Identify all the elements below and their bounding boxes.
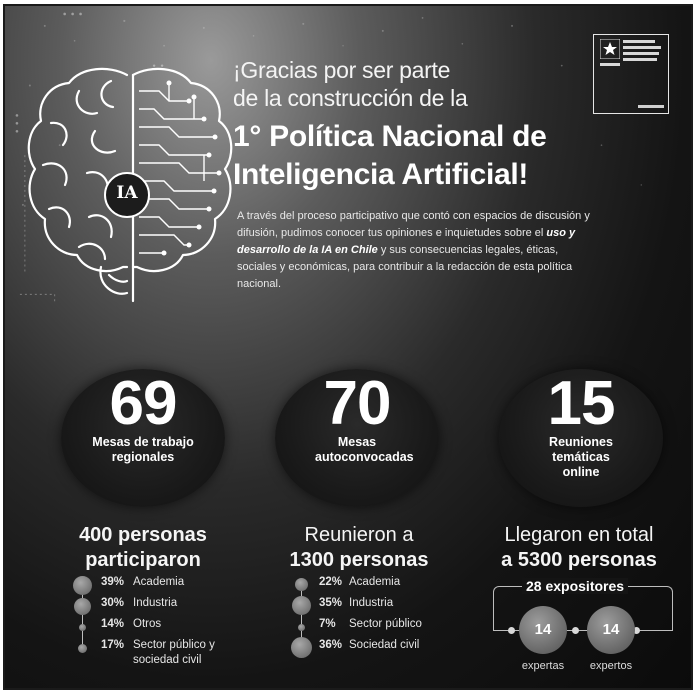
list-item bbox=[287, 616, 477, 637]
heading-line: participaron bbox=[85, 549, 201, 571]
share-dot bbox=[291, 637, 312, 658]
heading-text: 400 personas bbox=[79, 524, 207, 546]
stat-label: Mesas de trabajo regionales bbox=[92, 435, 194, 464]
share-dot bbox=[74, 598, 91, 615]
star-icon bbox=[600, 39, 620, 59]
intro-text-1: A través del proceso participativo que contó con espacios de discusión y difusión, pudimos conocer tus opiniones e inquietudes sobre el bbox=[237, 210, 590, 239]
list-item bbox=[287, 637, 477, 658]
expertos-circle: 14 bbox=[587, 606, 635, 654]
headline-line-3: 1° Política Nacional de bbox=[233, 120, 547, 153]
headline-line-2: de la construcción de la bbox=[233, 85, 468, 111]
headline-main bbox=[233, 118, 547, 194]
expositores-title: 28 expositores bbox=[522, 578, 628, 594]
connector-knob bbox=[508, 627, 515, 634]
heading-line: 1300 personas bbox=[289, 549, 429, 571]
intro-emphasis: uso y desarrollo de la IA en Chile bbox=[237, 227, 576, 256]
breakdown-list-2 bbox=[287, 574, 477, 674]
list-percent: 39% bbox=[101, 576, 125, 588]
government-logo bbox=[593, 34, 669, 114]
expertas-circle: 14 bbox=[519, 606, 567, 654]
list-label: Industria bbox=[133, 597, 178, 609]
column-heading-2 bbox=[249, 523, 469, 573]
stat-number: 15 bbox=[547, 369, 615, 438]
list-percent: 22% bbox=[319, 576, 343, 588]
list-label: Sociedad civil bbox=[349, 639, 420, 651]
share-dot bbox=[79, 624, 86, 631]
list-item bbox=[67, 616, 257, 637]
ministry-name-mark bbox=[623, 40, 663, 64]
stat-mesas-autoconvocadas bbox=[275, 369, 439, 507]
list-label: Academia bbox=[133, 576, 185, 588]
share-dot bbox=[298, 624, 305, 631]
list-item bbox=[67, 574, 257, 595]
headline-intro bbox=[233, 56, 467, 112]
list-label: Sector público bbox=[349, 618, 422, 630]
share-dot bbox=[292, 596, 311, 615]
logo-government-mark bbox=[638, 105, 664, 108]
list-item bbox=[67, 595, 257, 616]
stat-reuniones-online bbox=[499, 369, 663, 507]
list-percent: 7% bbox=[319, 618, 336, 630]
stat-label: Reuniones temáticas online bbox=[549, 435, 613, 479]
list-item bbox=[287, 595, 477, 616]
list-percent: 30% bbox=[101, 597, 125, 609]
heading-line: Llegaron en total bbox=[504, 524, 654, 546]
expertas-label: expertas bbox=[521, 660, 565, 672]
headline-line-1: ¡Gracias por ser parte bbox=[233, 57, 451, 83]
list-percent: 36% bbox=[319, 639, 343, 651]
connector-knob bbox=[572, 627, 579, 634]
list-item bbox=[67, 637, 257, 671]
column-heading-3 bbox=[469, 523, 689, 573]
stat-mesas-regionales bbox=[61, 369, 225, 507]
share-dot bbox=[78, 644, 87, 653]
stat-number: 70 bbox=[323, 369, 391, 438]
column-heading-1 bbox=[33, 523, 253, 573]
list-percent: 17% bbox=[101, 639, 125, 651]
breakdown-list-1 bbox=[67, 574, 257, 674]
heading-line: a 5300 personas bbox=[501, 549, 657, 571]
share-dot bbox=[295, 578, 308, 591]
list-label: Industria bbox=[349, 597, 394, 609]
list-label: Academia bbox=[349, 576, 401, 588]
heading-line bbox=[33, 523, 253, 548]
stat-number: 69 bbox=[109, 369, 177, 438]
infographic bbox=[3, 4, 693, 690]
share-dot bbox=[73, 576, 92, 595]
list-label-continued: sociedad civil bbox=[133, 654, 202, 666]
intro-text-2: y sus consecuencias legales, éticas, sociales y económicas, para contribuir a la redacción de esta política nacional. bbox=[237, 244, 573, 290]
headline-line-4: Inteligencia Artificial! bbox=[233, 158, 529, 191]
list-percent: 35% bbox=[319, 597, 343, 609]
stat-label: Mesas autoconvocadas bbox=[315, 435, 414, 464]
list-label: Otros bbox=[133, 618, 162, 630]
list-label: Sector público y bbox=[133, 639, 215, 651]
logo-bar bbox=[600, 63, 620, 66]
brain-label: IA bbox=[116, 183, 138, 203]
intro-paragraph bbox=[237, 208, 593, 293]
heading-line: Reunieron a bbox=[304, 524, 414, 546]
expertos-label: expertos bbox=[589, 660, 633, 672]
list-percent: 14% bbox=[101, 618, 125, 630]
list-item bbox=[287, 574, 477, 595]
